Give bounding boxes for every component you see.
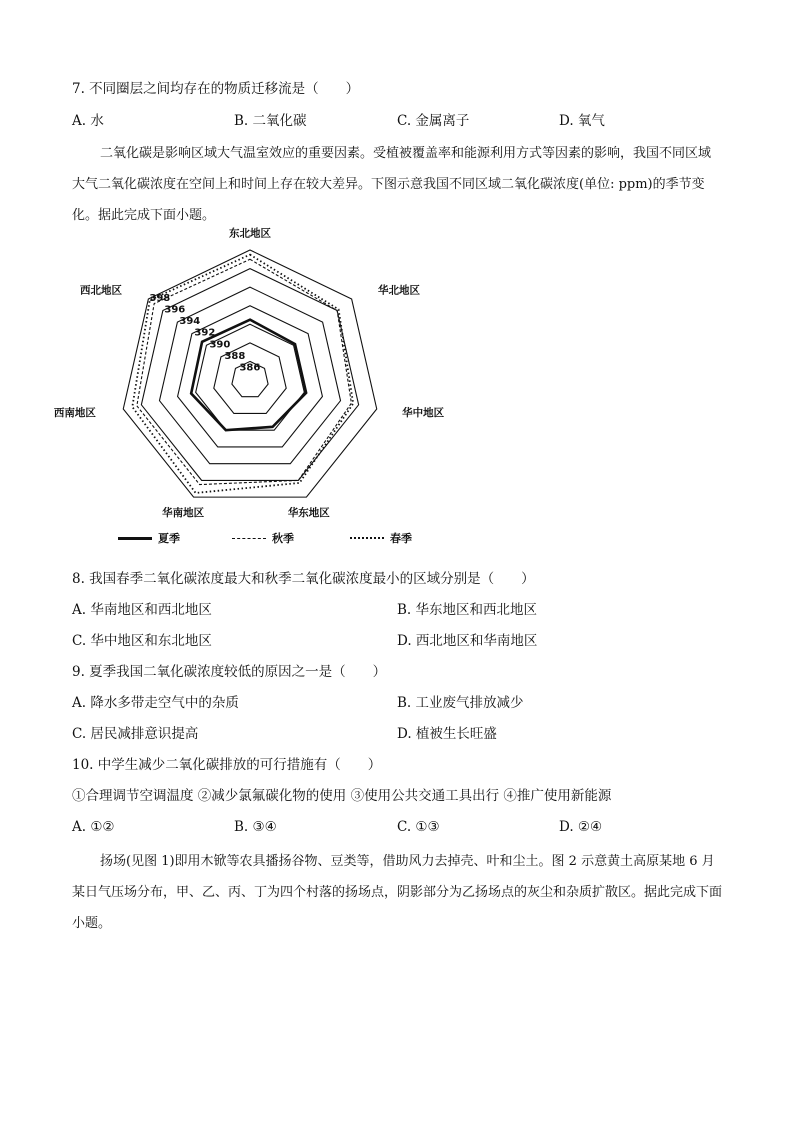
axis-label-5: 西南地区 <box>53 407 96 420</box>
intro-co2-paragraph: 二氧化碳是影响区域大气温室效应的重要因素。受植被覆盖率和能源利用方式等因素的影响，我国不同区域大气二氧化碳浓度在空间上和时间上存在较大差异。下图示意我国不同区域二氧化碳浓度(单位: ppm)的季节变化。据此完成下面小题。 <box>72 146 712 223</box>
co2-radar-chart <box>53 227 450 560</box>
axis-label-4: 华南地区 <box>162 507 205 520</box>
ring-label-388: 388 <box>224 350 246 362</box>
q10-measures: ①合理调节空调温度 ②减少氯氟碳化物的使用 ③使用公共交通工具出行 ④推广使用新能源 <box>72 788 612 804</box>
q9-option-b[interactable]: B. 工业废气排放减少 <box>397 695 524 711</box>
question-9-stem: 9. 夏季我国二氧化碳浓度较低的原因之一是（ ） <box>72 664 387 680</box>
legend-summer-label: 夏季 <box>158 532 180 545</box>
axis-label-3: 华东地区 <box>287 507 330 520</box>
ring-label-398: 398 <box>149 292 171 304</box>
axis-label-2: 华中地区 <box>402 407 445 420</box>
q7-option-b[interactable]: B. 二氧化碳 <box>234 113 307 129</box>
q7-option-d[interactable]: D. 氧气 <box>559 113 605 129</box>
q8-option-a[interactable]: A. 华南地区和西北地区 <box>72 602 212 618</box>
legend-spring <box>350 530 412 546</box>
question-7-stem: 7. 不同圈层之间均存在的物质迁移流是（ ） <box>72 81 360 97</box>
q8-option-c[interactable]: C. 华中地区和东北地区 <box>72 633 212 649</box>
legend-summer <box>118 530 180 546</box>
ring-label-396: 396 <box>164 304 186 316</box>
ring-label-392: 392 <box>194 327 216 339</box>
question-10-stem: 10. 中学生减少二氧化碳排放的可行措施有（ ） <box>72 757 382 773</box>
q8-option-d[interactable]: D. 西北地区和华南地区 <box>397 633 538 649</box>
legend-autumn-label: 秋季 <box>272 532 294 545</box>
axis-label-0: 东北地区 <box>229 227 271 240</box>
ring-label-394: 394 <box>179 316 201 328</box>
q9-option-d[interactable]: D. 植被生长旺盛 <box>397 726 497 742</box>
q8-option-b[interactable]: B. 华东地区和西北地区 <box>397 602 538 618</box>
ring-label-386: 386 <box>239 362 261 374</box>
intro-winnowing-paragraph: 扬场(见图 1)即用木锨等农具播扬谷物、豆类等，借助风力去掉壳、叶和尘土。图 2 示意黄土高原某地 6 月某日气压场分布，甲、乙、丙、丁为四个村落的扬场点，阴影部分为乙扬场点的灰尘和杂质扩散区。据此完成下面小题。 <box>72 854 723 931</box>
q10-option-d[interactable]: D. ②④ <box>559 819 603 835</box>
ring-396 <box>141 269 358 481</box>
q9-option-c[interactable]: C. 居民减排意识提高 <box>72 726 199 742</box>
q10-option-a[interactable]: A. ①② <box>72 819 115 835</box>
legend-summer-swatch <box>118 537 152 540</box>
axis-label-1: 华北地区 <box>377 284 420 297</box>
q7-option-a[interactable]: A. 水 <box>72 113 104 129</box>
q10-option-c[interactable]: C. ①③ <box>397 819 440 835</box>
legend-spring-swatch <box>350 537 384 539</box>
legend-autumn-swatch <box>232 538 266 539</box>
question-8-stem: 8. 我国春季二氧化碳浓度最大和秋季二氧化碳浓度最小的区域分别是（ ） <box>72 571 535 587</box>
q10-option-b[interactable]: B. ③④ <box>234 819 277 835</box>
ring-label-390: 390 <box>209 339 231 351</box>
ring-394 <box>159 287 340 464</box>
legend-spring-label: 春季 <box>390 532 412 545</box>
axis-label-6: 西北地区 <box>80 284 123 297</box>
q7-option-c[interactable]: C. 金属离子 <box>397 113 470 129</box>
legend-autumn <box>232 530 294 546</box>
q9-option-a[interactable]: A. 降水多带走空气中的杂质 <box>72 695 239 711</box>
